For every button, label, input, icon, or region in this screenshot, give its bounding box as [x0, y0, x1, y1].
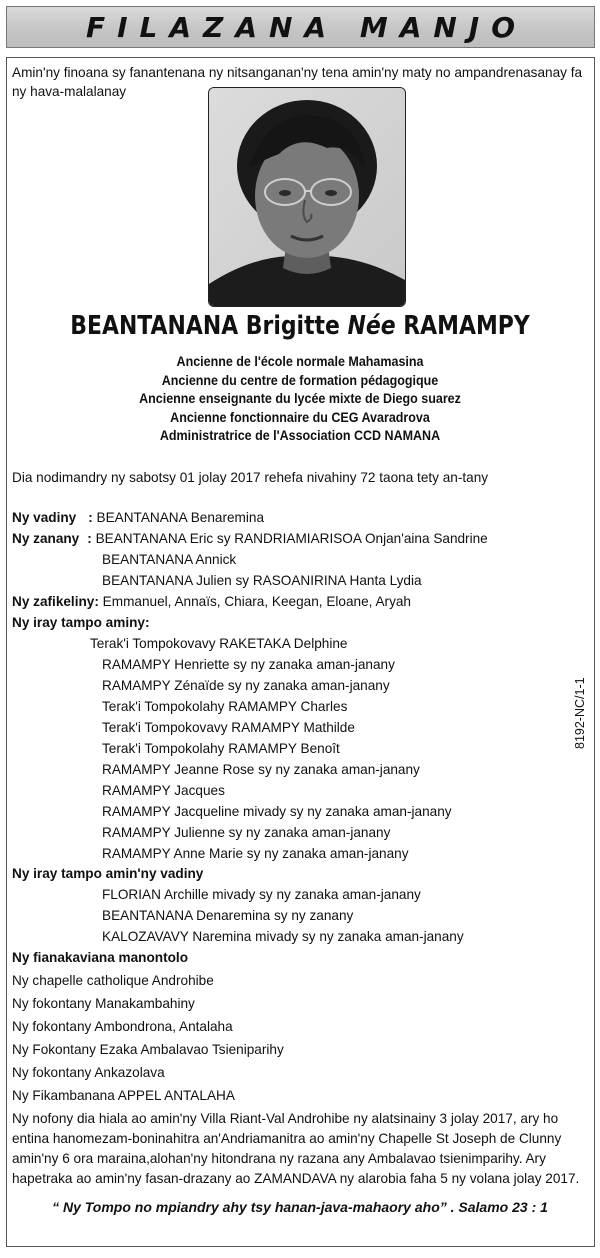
list-item: Terak'i Tompokovavy RAMAMPY Mathilde [102, 720, 355, 735]
list-item: Ny Fikambanana APPEL ANTALAHA [12, 1088, 235, 1103]
list-item: RAMAMPY Jeanne Rose sy ny zanaka aman-janany [102, 762, 420, 777]
name-maiden: RAMAMPY [395, 311, 530, 341]
list-item: BEANTANANA Eric sy RANDRIAMIARISOA Onjan'aina Sandrine [95, 531, 488, 546]
list-item: Terak'i Tompokovavy RAKETAKA Delphine [90, 636, 348, 651]
list-item: KALOZAVAVY Naremina mivady sy ny zanaka aman-janany [102, 929, 464, 944]
fianakaviana-label: Ny fianakaviana manontolo [12, 950, 189, 965]
reference-code: 8192-NC/1-1 [573, 677, 587, 749]
tampo-aminy-label: Ny iray tampo aminy: [12, 615, 150, 630]
vadiny-row: Ny vadiny : BEANTANANA Benaremina [12, 510, 265, 525]
portrait-photo [208, 87, 406, 307]
career-title: Ancienne de l'école normale Mahamasina [176, 354, 424, 369]
zafikeliny-row [12, 592, 411, 612]
list-item: Ny fokontany Ankazolava [12, 1065, 165, 1080]
name-nee: Née [347, 311, 396, 341]
list-item: RAMAMPY Julienne sy ny zanaka aman-janany [102, 825, 391, 840]
career-titles [0, 353, 600, 446]
list-item: Ny fokontany Manakambahiny [12, 996, 195, 1011]
list-item: BEANTANANA Denaremina sy ny zanany [102, 908, 354, 923]
career-title: Ancienne enseignante du lycée mixte de Diego suarez [139, 391, 461, 407]
list-item: RAMAMPY Henriette sy ny zanaka aman-janany [102, 657, 395, 672]
list-item: RAMAMPY Zénaïde sy ny zanaka aman-janany [102, 678, 390, 693]
funeral-details: Ny nofony dia hiala ao amin'ny Villa Riant-Val Androhibe ny alatsinainy 3 jolay 2017, ary ho entina hanomezam-boninahitra an'Andriamanitra ao amin'ny Chapelle St Joseph de Clunny amin'ny 6 ora maraina,alohan'ny hitondrana ny razana any Ambalavao tsienimparihy. Ary hapetraka ao amin'ny fasan-drazany ao ZAMANDAVA ny alarobia faha 5 ny volana jolay 2017. [12, 1111, 580, 1186]
list-item: BEANTANANA Annick [102, 552, 237, 567]
name-first-part: BEANTANANA Brigitte [70, 311, 348, 341]
intro-text: Amin'ny finoana sy fanantenana ny nitsanganan'ny tena amin'ny maty no ampandrenasanay fa ny hava-malalanay [12, 65, 583, 99]
vadiny-label: Ny vadiny [12, 510, 77, 525]
list-item: BEANTANANA Julien sy RASOANIRINA Hanta Lydia [102, 573, 422, 588]
career-title: Ancienne du centre de formation pédagogique [161, 372, 439, 388]
header-banner [6, 6, 595, 48]
tampo-vadiny-label: Ny iray tampo amin'ny vadiny [12, 866, 204, 881]
zafikeliny-value: Emmanuel, Annaïs, Chiara, Keegan, Eloane, Aryah [102, 594, 411, 609]
career-title: Ancienne fonctionnaire du CEG Avaradrova [170, 409, 430, 425]
list-item: Terak'i Tompokolahy RAMAMPY Benoît [102, 741, 340, 756]
psalm-quote: “ Ny Tompo no mpiandry ahy tsy hanan-java-mahaory aho” . Salamo 23 : 1 [52, 1199, 548, 1215]
list-item: Terak'i Tompokolahy RAMAMPY Charles [102, 699, 348, 714]
zafikeliny-label: Ny zafikeliny: [12, 594, 99, 609]
zanany-row: Ny zanany : BEANTANANA Eric sy RANDRIAMIARISOA Onjan'aina Sandrine [12, 531, 488, 546]
list-item: FLORIAN Archille mivady sy ny zanaka aman-janany [102, 887, 421, 902]
list-item: Ny Fokontany Ezaka Ambalavao Tsieniparihy [12, 1042, 284, 1057]
list-item: Ny chapelle catholique Androhibe [12, 973, 214, 988]
zanany-label: Ny zanany [12, 531, 80, 546]
list-item: RAMAMPY Jacques [102, 783, 225, 798]
death-notice: Dia nodimandry ny sabotsy 01 jolay 2017 rehefa nivahiny 72 taona tety an-tany [12, 470, 489, 485]
list-item: RAMAMPY Anne Marie sy ny zanaka aman-janany [102, 846, 409, 861]
deceased-name [42, 311, 558, 341]
vadiny-value: BEANTANANA Benaremina [96, 510, 265, 525]
list-item: RAMAMPY Jacqueline mivady sy ny zanaka aman-janany [102, 804, 452, 819]
notice-title: FILAZANA MANJO [85, 10, 528, 44]
career-title: Administratrice de l'Association CCD NAMANA [159, 428, 441, 444]
list-item: Ny fokontany Ambondrona, Antalaha [12, 1019, 233, 1034]
